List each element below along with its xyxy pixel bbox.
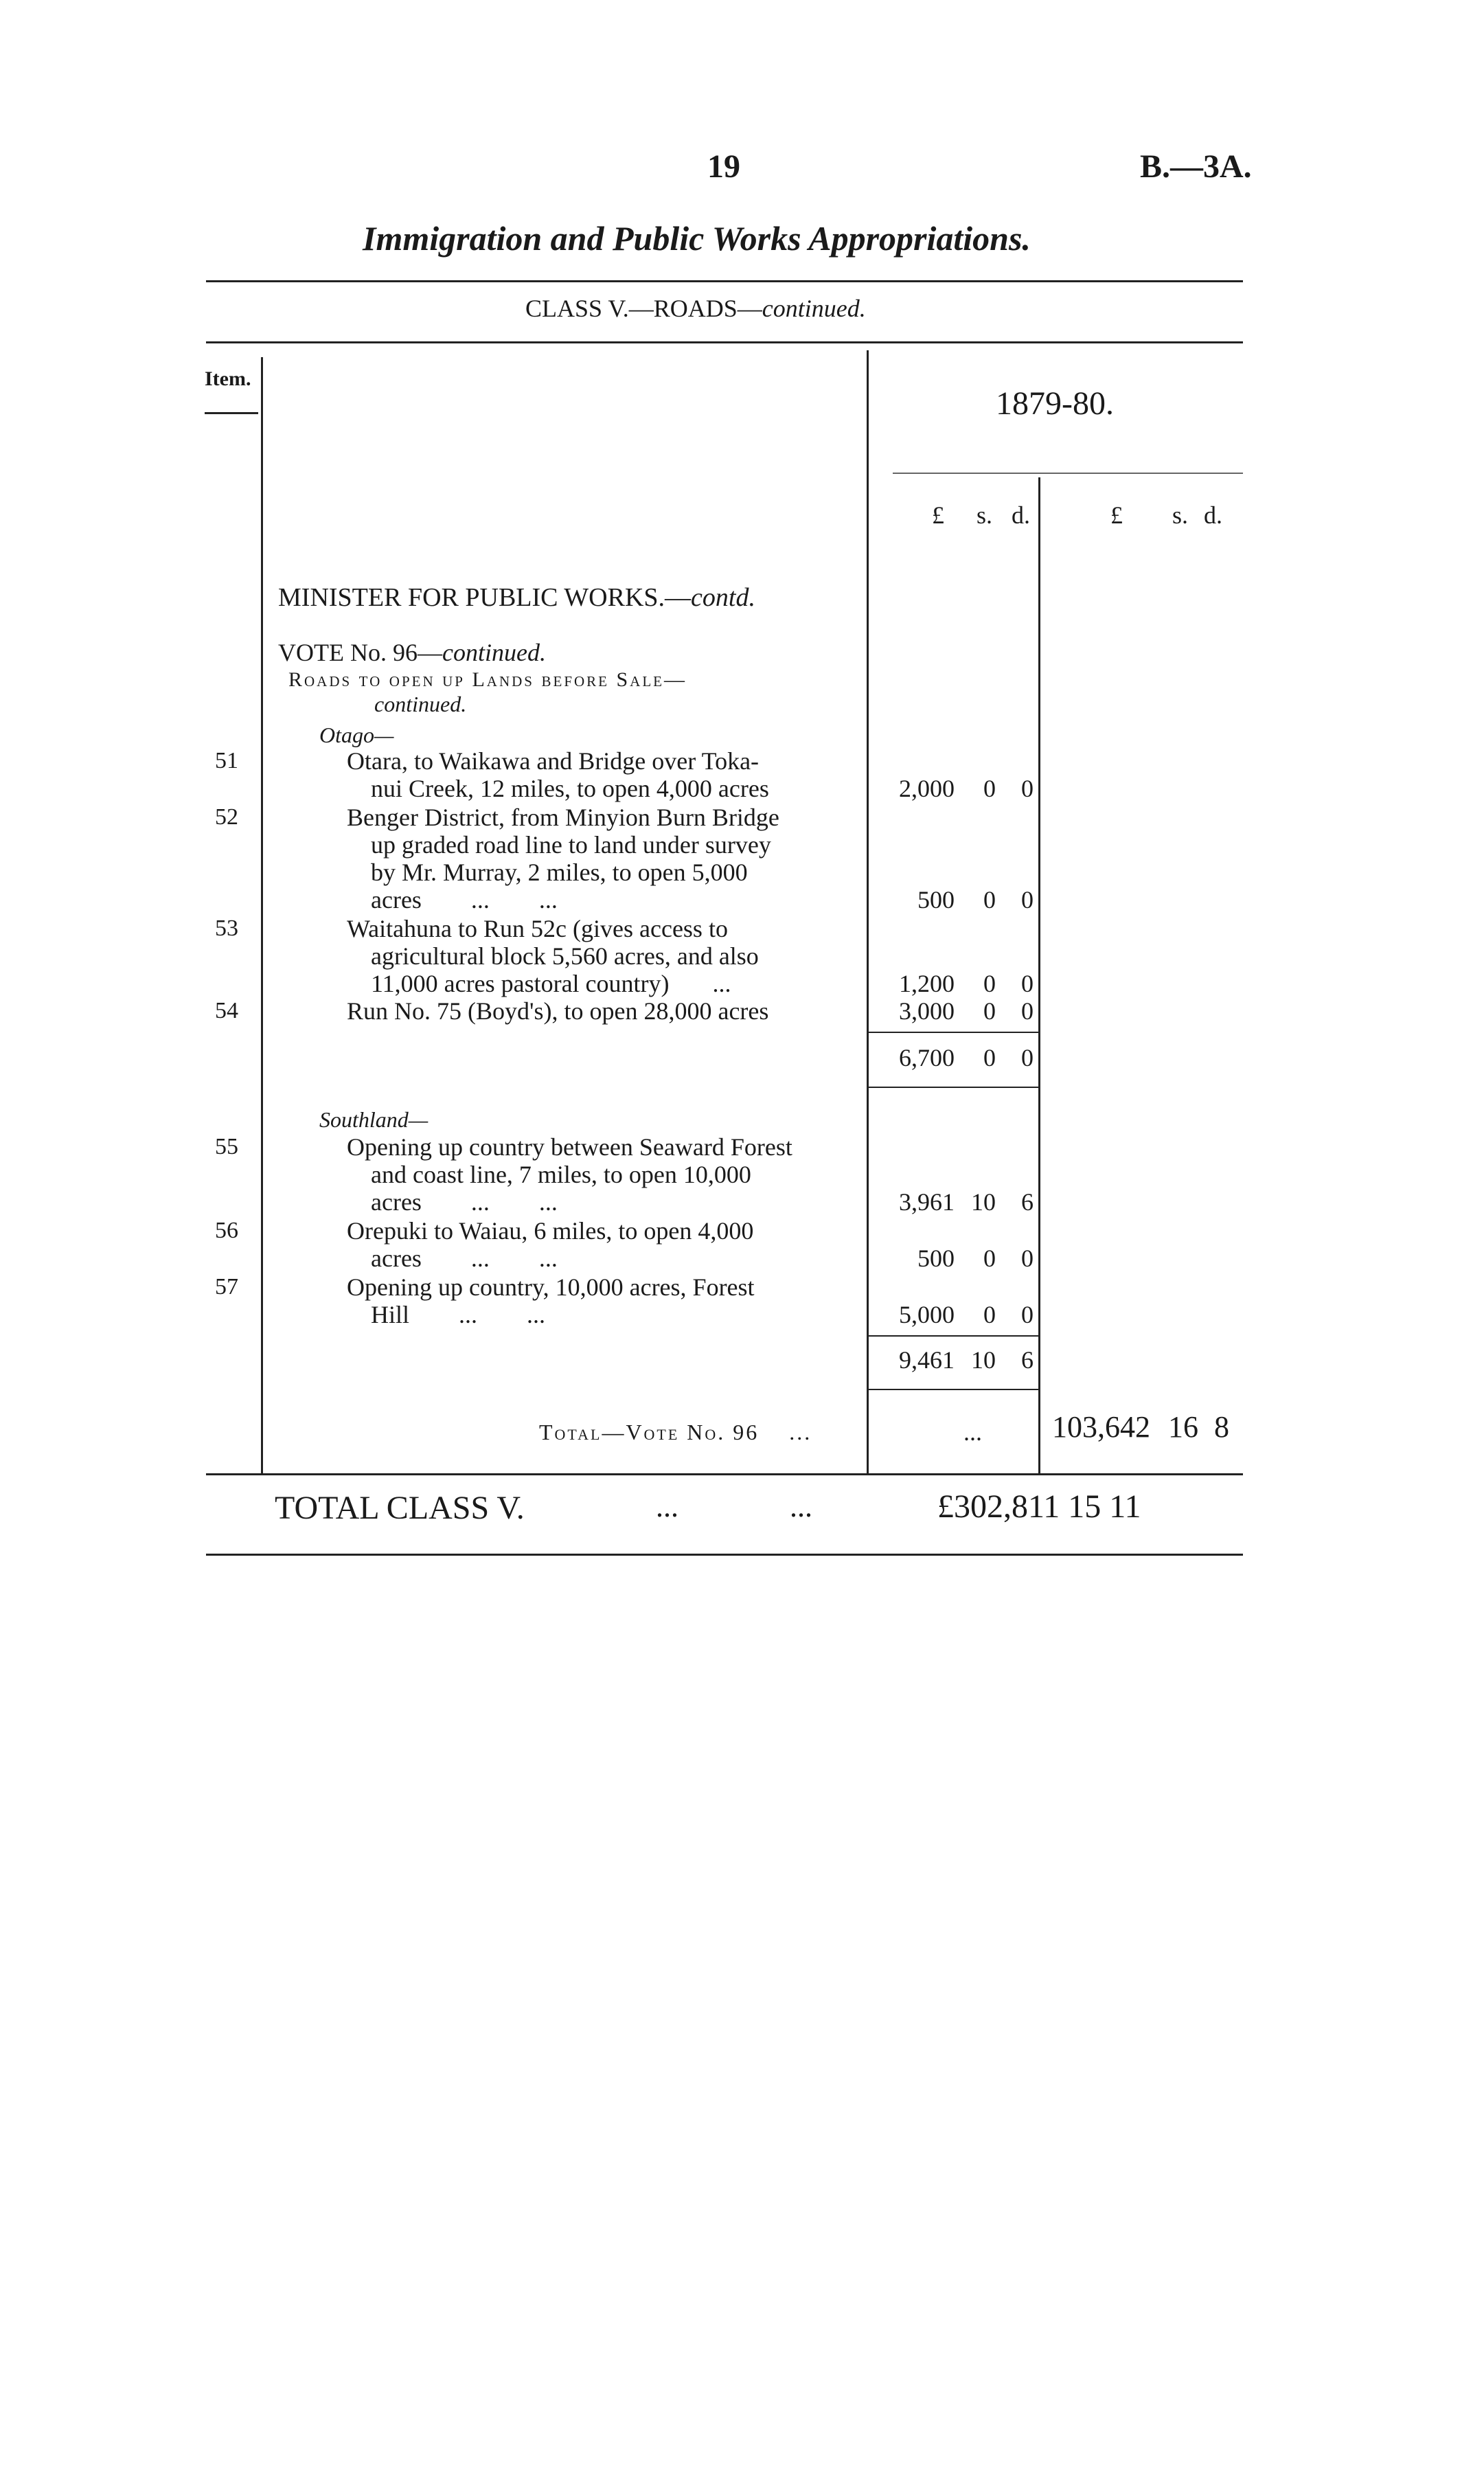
pound-header-2: £	[1110, 501, 1123, 529]
item-53-number: 53	[215, 916, 238, 941]
running-title: Immigration and Public Works Appropriations.	[363, 219, 1031, 258]
item-56-line-1: Orepuki to Waiau, 6 miles, to open 4,000	[347, 1217, 754, 1245]
item-52-pence: 0	[1021, 886, 1034, 913]
document-code: B.—3A.	[1140, 148, 1252, 185]
vrule-desc	[867, 350, 869, 1473]
rule-before-class-total	[206, 1473, 1243, 1475]
item-57-line-2: Hill ... ...	[371, 1301, 546, 1328]
item-57-line-1: Opening up country, 10,000 acres, Forest	[347, 1273, 755, 1301]
item-53-pounds: 1,200	[899, 970, 955, 997]
item-51-number: 51	[215, 748, 238, 773]
southland-label: Southland—	[319, 1107, 429, 1132]
item-53-pence: 0	[1021, 970, 1034, 997]
item-51-shillings: 0	[983, 775, 996, 802]
item-column-header: Item.	[205, 367, 251, 390]
item-52-shillings: 0	[983, 886, 996, 913]
item-55-line-1: Opening up country between Seaward Forest	[347, 1133, 792, 1161]
vote-label: VOTE No. 96—	[278, 639, 442, 666]
vote-total-label: Total—Vote No. 96 ...	[539, 1420, 812, 1444]
vrule-item	[261, 357, 263, 1473]
item-52-line-4: acres ... ...	[371, 886, 558, 913]
item-57-shillings: 0	[983, 1301, 996, 1328]
item-53-line-1: Waitahuna to Run 52c (gives access to	[347, 915, 728, 942]
item-52-number: 52	[215, 804, 238, 830]
item-52-line-3: by Mr. Murray, 2 miles, to open 5,000	[371, 859, 748, 886]
item-51-pounds: 2,000	[899, 775, 955, 802]
item-56-pence: 0	[1021, 1245, 1034, 1272]
otago-subtotal-rule-bottom	[869, 1087, 1040, 1088]
class-heading-main: CLASS V.—ROADS—	[525, 295, 762, 322]
pound-header: £	[932, 501, 944, 529]
vote-total-pounds: 103,642	[1052, 1410, 1150, 1444]
southland-subtotal-pence: 6	[1021, 1346, 1034, 1374]
item-55-line-3: acres ... ...	[371, 1188, 558, 1216]
vote-continued: continued.	[442, 639, 546, 666]
item-54-pounds: 3,000	[899, 997, 955, 1025]
year-subrule	[893, 473, 1243, 474]
item-54-line-1: Run No. 75 (Boyd's), to open 28,000 acres	[347, 997, 769, 1025]
item-56-number: 56	[215, 1218, 238, 1243]
class-total-label: TOTAL CLASS V.	[275, 1490, 525, 1526]
item-52-line-2: up graded road line to land under survey	[371, 831, 771, 859]
item-57-number: 57	[215, 1274, 238, 1300]
item-56-shillings: 0	[983, 1245, 996, 1272]
minister-label: MINISTER FOR PUBLIC WORKS.—	[278, 583, 692, 612]
class-total-dots-1: ...	[656, 1490, 678, 1523]
minister-heading	[278, 584, 755, 611]
southland-subtotal-rule-bottom	[869, 1389, 1040, 1390]
item-header-rule	[205, 412, 258, 414]
item-55-pence: 6	[1021, 1188, 1034, 1216]
otago-subtotal-rule-top	[869, 1032, 1040, 1033]
pence-header-2: d.	[1204, 501, 1222, 529]
item-55-line-2: and coast line, 7 miles, to open 10,000	[371, 1161, 751, 1188]
vote-total-pence: 8	[1214, 1410, 1229, 1444]
item-56-pounds: 500	[917, 1245, 955, 1272]
item-55-shillings: 10	[971, 1188, 996, 1216]
class-total-amount: £302,811 15 11	[937, 1488, 1141, 1525]
southland-subtotal-rule-top	[869, 1335, 1040, 1337]
page-number: 19	[707, 148, 740, 185]
vote-heading	[278, 639, 546, 666]
item-51-pence: 0	[1021, 775, 1034, 802]
item-53-shillings: 0	[983, 970, 996, 997]
item-57-pence: 0	[1021, 1301, 1034, 1328]
minister-contd: contd.	[691, 583, 755, 612]
item-54-number: 54	[215, 998, 238, 1023]
rule-under-heading	[206, 341, 1243, 343]
class-total-dots-2: ...	[790, 1490, 812, 1523]
southland-subtotal-pounds: 9,461	[899, 1346, 955, 1374]
item-53-line-3: 11,000 acres pastoral country) ...	[371, 970, 731, 997]
item-54-pence: 0	[1021, 997, 1034, 1025]
rule-bottom	[206, 1554, 1243, 1556]
class-heading	[525, 294, 866, 323]
item-56-line-2: acres ... ...	[371, 1245, 558, 1272]
item-55-number: 55	[215, 1134, 238, 1159]
southland-subtotal-shillings: 10	[971, 1346, 996, 1374]
rule-top	[206, 280, 1243, 282]
item-51-line-1: Otara, to Waikawa and Bridge over Toka-	[347, 747, 760, 775]
item-57-pounds: 5,000	[899, 1301, 955, 1328]
pence-header: d.	[1012, 501, 1030, 529]
item-54-shillings: 0	[983, 997, 996, 1025]
vote-total-dots: ...	[963, 1418, 982, 1446]
shilling-header: s.	[976, 501, 992, 529]
class-heading-continued: continued.	[762, 295, 866, 322]
vote-total-shillings: 16	[1168, 1410, 1198, 1444]
item-52-line-1: Benger District, from Minyion Burn Bridge	[347, 804, 779, 831]
vrule-sub	[1038, 477, 1040, 1473]
shilling-header-2: s.	[1172, 501, 1188, 529]
otago-subtotal-pence: 0	[1021, 1044, 1034, 1071]
item-55-pounds: 3,961	[899, 1188, 955, 1216]
otago-subtotal-pounds: 6,700	[899, 1044, 955, 1071]
roads-subheading-continued: continued.	[374, 692, 467, 716]
roads-subheading: Roads to open up Lands before Sale—	[288, 668, 687, 691]
item-53-line-2: agricultural block 5,560 acres, and also	[371, 942, 759, 970]
otago-subtotal-shillings: 0	[983, 1044, 996, 1071]
item-51-line-2: nui Creek, 12 miles, to open 4,000 acres	[371, 775, 769, 802]
year-header: 1879-80.	[996, 385, 1114, 422]
otago-label: Otago—	[319, 723, 394, 747]
item-52-pounds: 500	[917, 886, 955, 913]
